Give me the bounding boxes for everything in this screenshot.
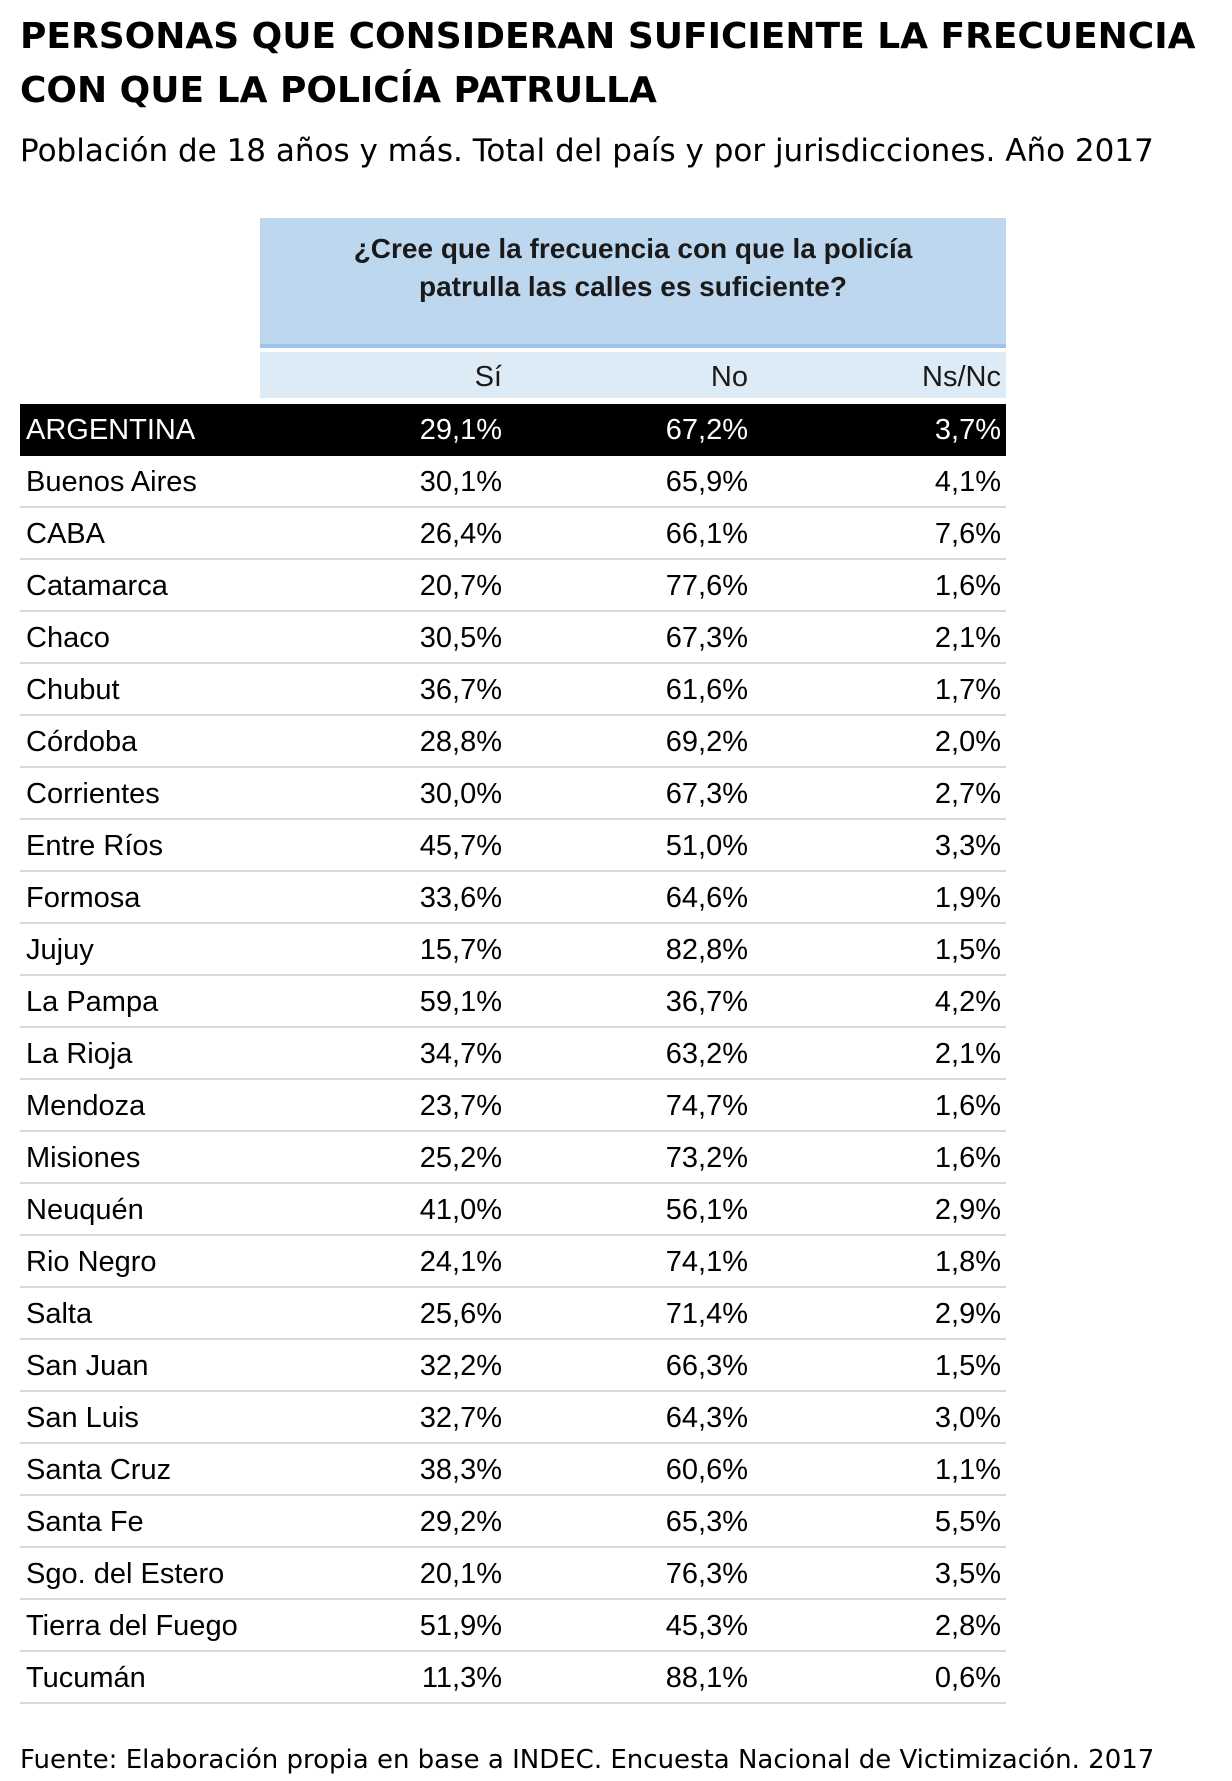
cell-si: 26,4% — [419, 518, 502, 550]
cell-si: 38,3% — [419, 1454, 502, 1486]
cell-nsnc: 3,5% — [934, 1558, 1001, 1590]
row-name: Misiones — [26, 1142, 141, 1174]
cell-no: 71,4% — [665, 1298, 748, 1330]
row-name: Tierra del Fuego — [26, 1610, 238, 1642]
table-row — [20, 1184, 1006, 1236]
cell-si: 30,5% — [419, 622, 502, 654]
cell-nsnc: 2,1% — [934, 1038, 1001, 1070]
cell-no: 51,0% — [665, 830, 748, 862]
cell-no: 61,6% — [665, 674, 748, 706]
cell-si: 32,7% — [419, 1402, 502, 1434]
page-title: PERSONAS QUE CONSIDERAN SUFICIENTE LA FRECUENCIA CON QUE LA POLICÍA PATRULLA — [20, 16, 1196, 111]
table-row — [20, 456, 1006, 508]
cell-no: 74,7% — [665, 1090, 748, 1122]
cell-nsnc: 4,2% — [934, 986, 1001, 1018]
cell-nsnc: 1,6% — [934, 570, 1001, 602]
table-row — [20, 508, 1006, 560]
cell-si: 29,2% — [419, 1506, 502, 1538]
cell-no: 76,3% — [665, 1558, 748, 1590]
cell-si: 36,7% — [419, 674, 502, 706]
cell-nsnc: 7,6% — [934, 518, 1001, 550]
row-name: Córdoba — [26, 726, 138, 758]
cell-si: 32,2% — [419, 1350, 502, 1382]
table-row — [20, 1340, 1006, 1392]
column-header-nsnc: Ns/Nc — [922, 361, 1001, 393]
table-row — [20, 1600, 1006, 1652]
cell-nsnc: 4,1% — [934, 466, 1001, 498]
cell-no: 65,3% — [665, 1506, 748, 1538]
table-row — [20, 768, 1006, 820]
cell-si: 28,8% — [419, 726, 502, 758]
table-row — [20, 1080, 1006, 1132]
cell-nsnc: 2,7% — [934, 778, 1001, 810]
cell-si: 45,7% — [419, 830, 502, 862]
table-row-total — [20, 404, 1006, 456]
row-name: Sgo. del Estero — [26, 1558, 225, 1590]
row-name: Salta — [26, 1298, 93, 1330]
table-row — [20, 716, 1006, 768]
row-name: Catamarca — [26, 570, 168, 602]
cell-si: 25,2% — [419, 1142, 502, 1174]
cell-nsnc: 1,8% — [934, 1246, 1001, 1278]
cell-nsnc: 1,5% — [934, 934, 1001, 966]
row-name: Santa Cruz — [26, 1454, 172, 1486]
cell-no: 82,8% — [665, 934, 748, 966]
cell-no: 67,2% — [665, 414, 748, 446]
table-row — [20, 560, 1006, 612]
table-row — [20, 1392, 1006, 1444]
row-name: La Rioja — [26, 1038, 133, 1070]
cell-si: 24,1% — [419, 1246, 502, 1278]
cell-no: 77,6% — [665, 570, 748, 602]
table-row — [20, 820, 1006, 872]
cell-nsnc: 3,3% — [934, 830, 1001, 862]
table-row — [20, 1652, 1006, 1704]
cell-nsnc: 1,6% — [934, 1142, 1001, 1174]
row-name: Chubut — [26, 674, 120, 706]
column-header-row — [260, 352, 1006, 398]
row-name: Chaco — [26, 622, 110, 654]
cell-si: 41,0% — [419, 1194, 502, 1226]
row-name: Entre Ríos — [26, 830, 163, 862]
row-name: San Juan — [26, 1350, 149, 1382]
question-text: ¿Cree que la frecuencia con que la policía patrulla las calles es suficiente? — [353, 233, 913, 302]
cell-nsnc: 1,5% — [934, 1350, 1001, 1382]
cell-si: 30,0% — [419, 778, 502, 810]
row-name: Formosa — [26, 882, 141, 914]
table-row — [20, 1288, 1006, 1340]
cell-no: 88,1% — [665, 1662, 748, 1694]
row-name: Buenos Aires — [26, 466, 197, 498]
cell-nsnc: 2,0% — [934, 726, 1001, 758]
cell-nsnc: 1,9% — [934, 882, 1001, 914]
cell-nsnc: 0,6% — [934, 1662, 1001, 1694]
cell-no: 66,3% — [665, 1350, 748, 1382]
cell-nsnc: 2,9% — [934, 1298, 1001, 1330]
column-header-no: No — [710, 361, 748, 393]
row-name: San Luis — [26, 1402, 139, 1434]
row-name: ARGENTINA — [26, 414, 196, 446]
cell-nsnc: 1,1% — [934, 1454, 1001, 1486]
cell-no: 67,3% — [665, 622, 748, 654]
row-name: Tucumán — [26, 1662, 146, 1694]
row-name: Jujuy — [26, 934, 94, 966]
cell-nsnc: 5,5% — [934, 1506, 1001, 1538]
cell-nsnc: 2,8% — [934, 1610, 1001, 1642]
row-name: Santa Fe — [26, 1506, 144, 1538]
table-row — [20, 1496, 1006, 1548]
cell-no: 60,6% — [665, 1454, 748, 1486]
column-header-si: Sí — [474, 361, 502, 393]
row-name: Neuquén — [26, 1194, 144, 1226]
row-name: CABA — [26, 518, 105, 550]
table-row — [20, 1548, 1006, 1600]
question-header — [260, 218, 1006, 348]
cell-si: 15,7% — [419, 934, 502, 966]
cell-no: 64,3% — [665, 1402, 748, 1434]
table-row — [20, 664, 1006, 716]
table-row — [20, 612, 1006, 664]
table-row — [20, 1444, 1006, 1496]
cell-si: 33,6% — [419, 882, 502, 914]
cell-nsnc: 2,9% — [934, 1194, 1001, 1226]
table-row — [20, 976, 1006, 1028]
cell-si: 34,7% — [419, 1038, 502, 1070]
table-body — [20, 404, 1006, 1704]
cell-si: 59,1% — [419, 986, 502, 1018]
cell-nsnc: 1,7% — [934, 674, 1001, 706]
row-name: Rio Negro — [26, 1246, 157, 1278]
page-subtitle: Población de 18 años y más. Total del país y por jurisdicciones. Año 2017 — [20, 133, 1154, 169]
cell-si: 25,6% — [419, 1298, 502, 1330]
row-name: La Pampa — [26, 986, 159, 1018]
table-row — [20, 1236, 1006, 1288]
cell-no: 73,2% — [665, 1142, 748, 1174]
cell-si: 30,1% — [419, 466, 502, 498]
cell-nsnc: 3,0% — [934, 1402, 1001, 1434]
cell-si: 11,3% — [421, 1662, 502, 1694]
cell-si: 29,1% — [419, 414, 502, 446]
table-row — [20, 1028, 1006, 1080]
cell-si: 23,7% — [419, 1090, 502, 1122]
cell-no: 63,2% — [665, 1038, 748, 1070]
table-row — [20, 924, 1006, 976]
table-row — [20, 872, 1006, 924]
row-name: Mendoza — [26, 1090, 146, 1122]
cell-no: 69,2% — [665, 726, 748, 758]
cell-si: 51,9% — [419, 1610, 502, 1642]
cell-si: 20,7% — [419, 570, 502, 602]
cell-nsnc: 2,1% — [934, 622, 1001, 654]
cell-no: 74,1% — [665, 1246, 748, 1278]
cell-no: 66,1% — [665, 518, 748, 550]
cell-no: 45,3% — [665, 1610, 748, 1642]
row-name: Corrientes — [26, 778, 160, 810]
cell-si: 20,1% — [419, 1558, 502, 1590]
cell-no: 56,1% — [665, 1194, 748, 1226]
cell-nsnc: 1,6% — [934, 1090, 1001, 1122]
cell-no: 65,9% — [665, 466, 748, 498]
table-row — [20, 1132, 1006, 1184]
cell-no: 36,7% — [665, 986, 748, 1018]
cell-nsnc: 3,7% — [934, 414, 1001, 446]
cell-no: 67,3% — [665, 778, 748, 810]
source-note: Fuente: Elaboración propia en base a INDEC. Encuesta Nacional de Victimización. 2017 — [20, 1745, 1155, 1775]
cell-no: 64,6% — [665, 882, 748, 914]
